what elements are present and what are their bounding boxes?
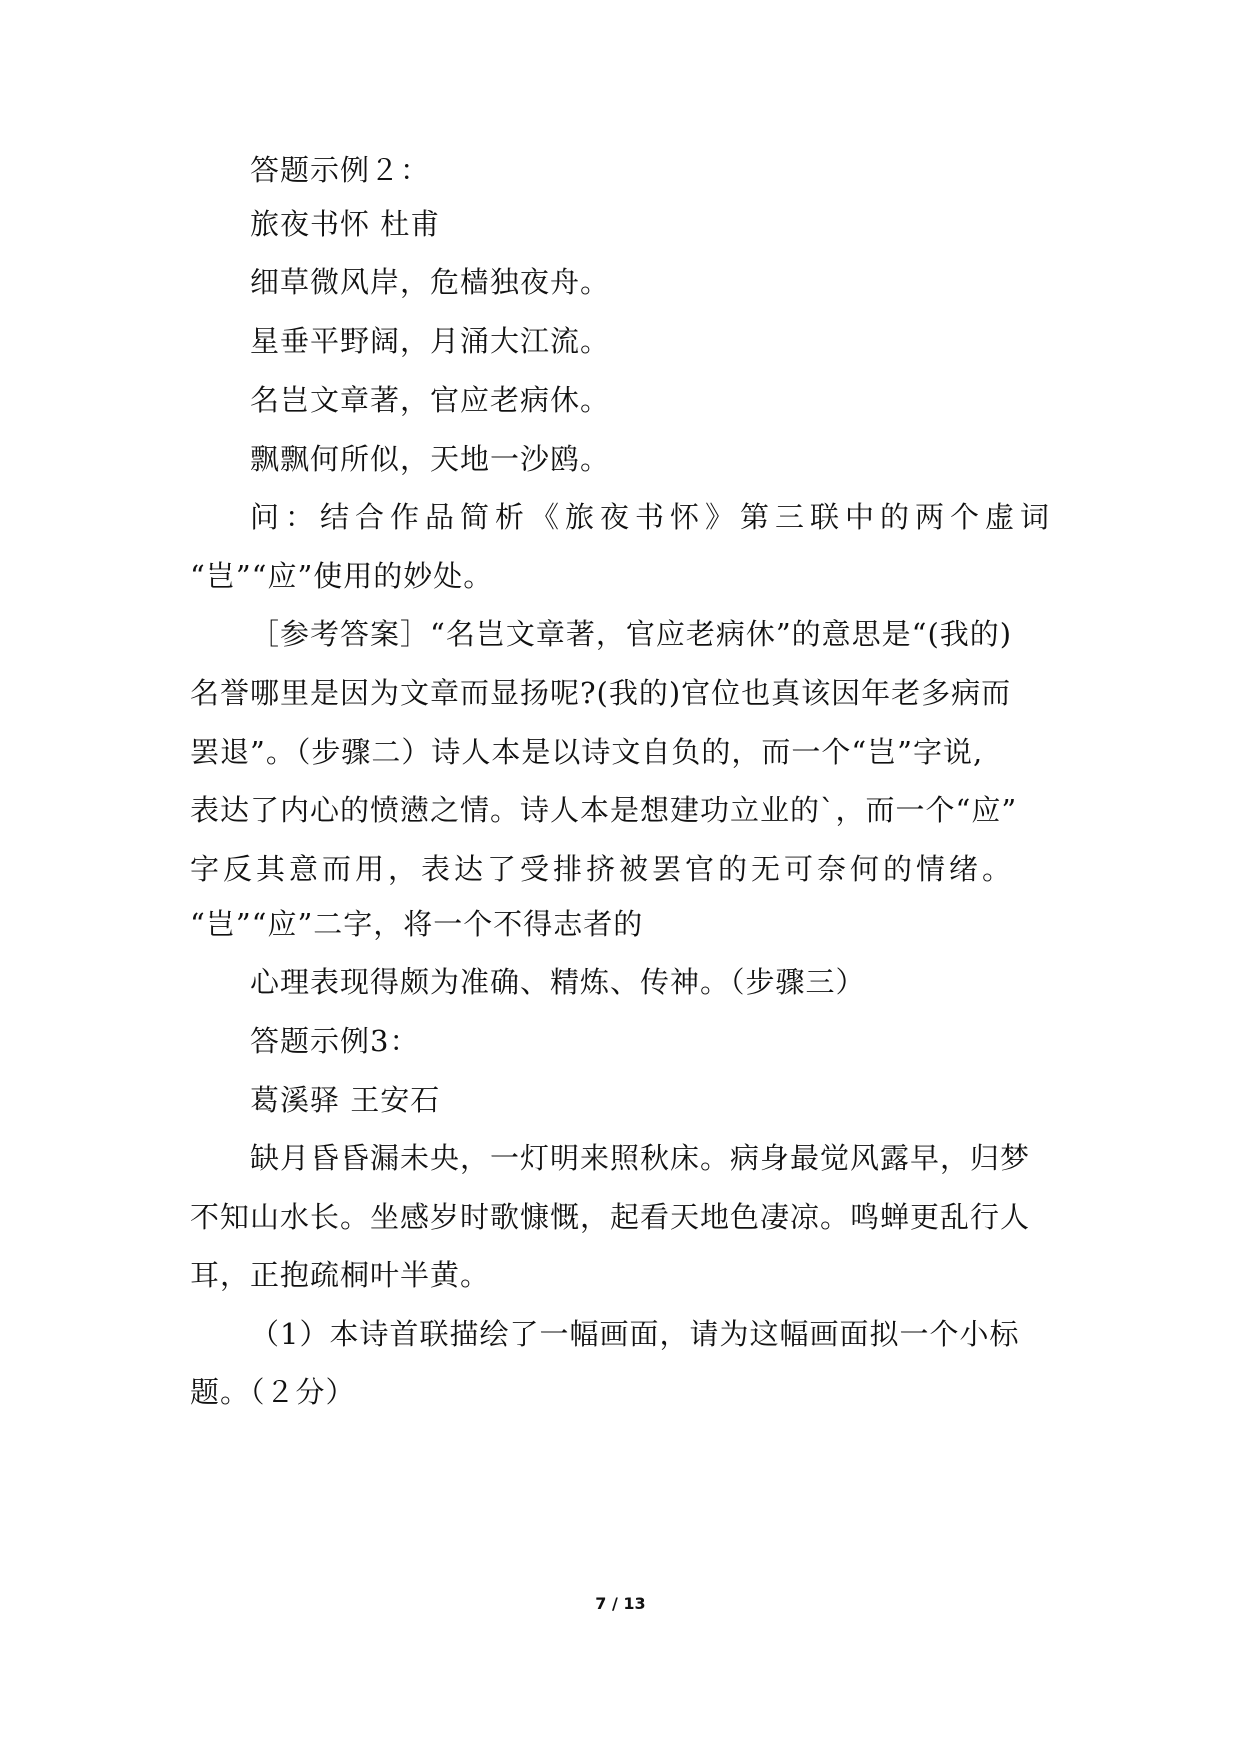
answer-paragraph-line: 罢退”。（步骤二）诗人本是以诗文自负的，而一个“岂”字说, bbox=[190, 735, 984, 769]
sub-question-1: （1）本诗首联描绘了一幅画面，请为这幅画面拟一个小标 bbox=[250, 1317, 1020, 1351]
answer-paragraph-line: “岂”“应”二字，将一个不得志者的 bbox=[190, 907, 644, 941]
poem-line-3: 名岂文章著，官应老病休。 bbox=[250, 383, 611, 417]
poem-line-4: 飘飘何所似，天地一沙鸥。 bbox=[250, 442, 611, 476]
poem-line-2: 星垂平野阔，月涌大江流。 bbox=[250, 324, 611, 358]
poem-text-line: 不知山水长。坐感岁时歌慷慨，起看天地色凄凉。鸣蝉更乱行人 bbox=[190, 1200, 1031, 1234]
answer-paragraph-line: 表达了内心的愤懑之情。诗人本是想建功立业的`，而一个“应” bbox=[190, 793, 1018, 827]
question-text: 问：结合作品简析《旅夜书怀》第三联中的两个虚词 bbox=[250, 500, 1056, 534]
answer-paragraph-line: 字反其意而用，表达了受排挤被罢官的无可奈何的情绪。 bbox=[190, 852, 1016, 886]
poem-text-line: 耳，正抱疏桐叶半黄。 bbox=[190, 1258, 491, 1292]
answer-paragraph-line: 名誉哪里是因为文章而显扬呢?(我的)官位也真该因年老多病而 bbox=[190, 676, 1012, 710]
poem-title-author: 葛溪驿 王安石 bbox=[250, 1083, 441, 1117]
poem-line-1: 细草微风岸，危樯独夜舟。 bbox=[250, 265, 611, 299]
poem-text-line: 缺月昏昏漏未央，一灯明来照秋床。病身最觉风露早，归梦 bbox=[250, 1141, 1031, 1175]
poem-title-author: 旅夜书怀 杜甫 bbox=[250, 207, 441, 241]
answer-paragraph-line: ［参考答案］“名岂文章著，官应老病休”的意思是“(我的) bbox=[250, 617, 1013, 651]
example-3-heading: 答题示例3： bbox=[250, 1024, 420, 1058]
answer-paragraph-line: 心理表现得颇为准确、精炼、传神。（步骤三） bbox=[250, 965, 866, 999]
example-2-heading: 答题示例２： bbox=[250, 153, 431, 187]
page-number: 7 / 13 bbox=[595, 1594, 646, 1613]
question-text-cont: “岂”“应”使用的妙处。 bbox=[190, 559, 494, 593]
sub-question-1-cont: 题。（２分） bbox=[190, 1375, 356, 1409]
